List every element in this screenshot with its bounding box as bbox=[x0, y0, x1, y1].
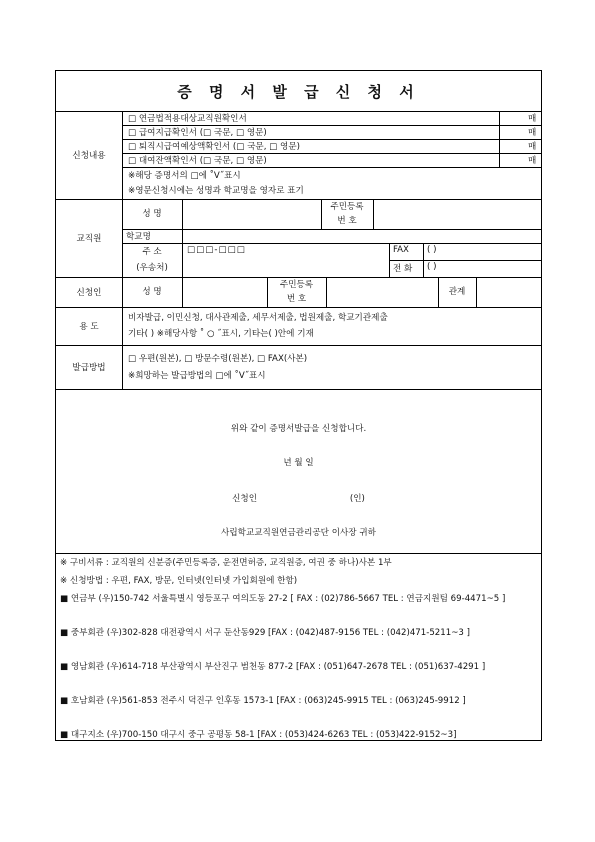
phone-field[interactable]: ( ) bbox=[427, 262, 437, 272]
request-note-check: ※해당 증명서의 □에 ˚V˝표시 bbox=[128, 171, 241, 181]
purpose-options[interactable]: 비자발급, 이민신청, 대사관제출, 세무서제출, 법원제출, 학교기관제출 bbox=[128, 313, 388, 323]
statement-date[interactable]: 년 월 일 bbox=[283, 458, 314, 468]
footer-method: ※ 신청방법 : 우편, FAX, 방문, 인터넷(인터넷 가입회원에 한함) bbox=[60, 576, 298, 586]
request-item-loan-balance[interactable]: □ 대여잔액확인서 (□ 국문, □ 영문) bbox=[128, 156, 267, 166]
staff-school-label: 학교명 bbox=[126, 232, 151, 242]
staff-ssn-label-2: 번 호 bbox=[337, 216, 357, 226]
copies-unit: 매 bbox=[528, 128, 537, 138]
footer-honam-hall: ■ 호남회관 (우)561-853 전주시 덕진구 인후동 1573-1 [FAX : (063)245-9915 TEL : (063)245-9912 ] bbox=[60, 696, 466, 706]
delivery-section bbox=[56, 345, 541, 390]
form-title: 증 명 서 발 급 신 청 서 bbox=[56, 71, 541, 112]
statement-text: 위와 같이 증명서발급을 신청합니다. bbox=[230, 424, 367, 434]
staff-school-field[interactable] bbox=[183, 230, 538, 242]
staff-name-field[interactable] bbox=[183, 201, 320, 228]
staff-address-label-2: (우송처) bbox=[136, 263, 168, 273]
footer-documents: ※ 구비서류 : 교직원의 신분증(주민등록증, 운전면허증, 교직원증, 여권 중 하나)사본 1부 bbox=[60, 558, 392, 568]
request-section bbox=[56, 111, 541, 200]
staff-address-label: 주 소 bbox=[142, 247, 162, 257]
copies-unit: 매 bbox=[528, 142, 537, 152]
request-item-pension-eligibility[interactable]: □ 연금법적용대상교직원확인서 bbox=[128, 114, 247, 124]
footer-info bbox=[56, 553, 541, 741]
statement-recipient: 사립학교교직원연금관리공단 이사장 귀하 bbox=[221, 528, 376, 538]
relation-label: 관계 bbox=[448, 287, 466, 297]
staff-name-label: 성 명 bbox=[142, 209, 162, 219]
copies-unit: 매 bbox=[528, 156, 537, 166]
statement-section bbox=[56, 389, 541, 554]
delivery-label: 발급방법 bbox=[56, 345, 123, 389]
applicant-ssn-field[interactable] bbox=[327, 279, 437, 305]
applicant-name-label: 성 명 bbox=[142, 287, 162, 297]
phone-label: 전 화 bbox=[393, 264, 413, 274]
applicant-ssn-label: 주민등록 bbox=[279, 280, 314, 290]
purpose-other[interactable]: 기타( ) ※해당사항 ˚ ○ ˝표시, 기타는( )안에 기재 bbox=[128, 329, 314, 339]
applicant-name-field[interactable] bbox=[183, 279, 266, 305]
applicant-section bbox=[56, 277, 541, 308]
statement-signer[interactable]: 신청인 (인) bbox=[232, 494, 365, 504]
staff-ssn-label: 주민등록 bbox=[330, 202, 364, 212]
applicant-label: 신청인 bbox=[56, 277, 123, 307]
footer-daegu-branch: ■ 대구지소 (우)700-150 대구시 중구 공평동 58-1 [FAX : (053)424-6263 TEL : (053)422-9152~3] bbox=[60, 730, 457, 740]
applicant-ssn-label-2: 번 호 bbox=[286, 294, 307, 304]
staff-ssn-field[interactable] bbox=[374, 201, 539, 228]
staff-section bbox=[56, 199, 541, 278]
request-item-salary-payment[interactable]: □ 급여지급확인서 (□ 국문, □ 영문) bbox=[128, 128, 267, 138]
footer-yeongnam-hall: ■ 영남회관 (우)614-718 부산광역시 부산진구 범천동 877-2 [FAX : (051)647-2678 TEL : (051)637-4291 ] bbox=[60, 662, 486, 672]
request-note-english: ※영문신청시에는 성명과 학교명을 영자로 표기 bbox=[128, 186, 304, 196]
staff-address-field[interactable] bbox=[183, 261, 388, 276]
postal-code-field[interactable]: □□□-□□□ bbox=[187, 245, 246, 255]
staff-label: 교직원 bbox=[56, 199, 123, 277]
footer-jungbu-hall: ■ 중부회관 (우)302-828 대전광역시 서구 둔산동929 [FAX : (042)487-9156 TEL : (042)471-5211~3 ] bbox=[60, 628, 470, 638]
delivery-options[interactable]: □ 우편(원본), □ 방문수령(원본), □ FAX(사본) bbox=[128, 354, 308, 364]
delivery-note: ※희망하는 발급방법의 □에 ˚V˝표시 bbox=[128, 371, 266, 381]
fax-label: FAX bbox=[393, 245, 409, 255]
application-form bbox=[55, 70, 542, 741]
fax-field[interactable]: ( ) bbox=[427, 245, 437, 255]
request-label: 신청내용 bbox=[56, 111, 123, 199]
purpose-label: 용 도 bbox=[56, 307, 123, 345]
request-item-retirement-estimate[interactable]: □ 퇴직시급여예상액확인서 (□ 국문, □ 영문) bbox=[128, 142, 300, 152]
purpose-section bbox=[56, 307, 541, 346]
relation-field[interactable] bbox=[477, 279, 539, 305]
footer-pension-dept: ■ 연금부 (우)150-742 서울특별시 영등포구 여의도동 27-2 [ FAX : (02)786-5667 TEL : 연금지원팀 69-4471~5 ] bbox=[60, 594, 506, 604]
copies-unit: 매 bbox=[528, 114, 537, 124]
